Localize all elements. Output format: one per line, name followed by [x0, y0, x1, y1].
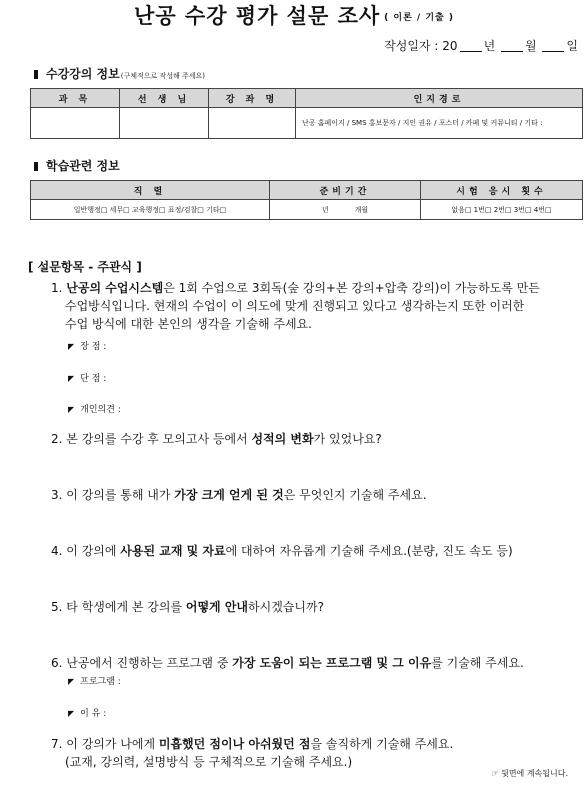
- header-subject: 과 목: [31, 89, 120, 108]
- q1-pros[interactable]: ◤ 장 점 :: [68, 342, 107, 352]
- q1-bold: 난공의 수업시스템: [66, 281, 164, 295]
- q1-cons[interactable]: ◤ 단 점 :: [68, 374, 107, 384]
- section2-heading: 학습관련 정보: [46, 159, 120, 173]
- question-3: 3. 이 강의를 통해 내가 가장 크게 얻게 된 것은 무엇인지 기술해 주세요.: [51, 488, 427, 502]
- question-5: 5. 타 학생에게 본 강의를 어떻게 안내하시겠습니까?: [51, 600, 324, 614]
- recognition-options[interactable]: 난공 홈페이지 / SMS 홍보문자 / 지인 권유 / 포스터 / 카페 및 커뮤니티 / 기타 :: [296, 108, 583, 139]
- title-main: 난공 수강 평가 설문 조사: [134, 4, 381, 28]
- section-course-info: [34, 65, 205, 82]
- question-6: 6. 난공에서 진행하는 프로그램 중 가장 도움이 되는 프로그램 및 그 이유를 기술해 주세요.: [51, 656, 524, 670]
- section-marker-icon: [34, 70, 38, 79]
- triangle-icon: ◤: [68, 677, 75, 686]
- title-type: ( 이론 / 기출 ): [384, 13, 454, 23]
- date-label: 작성일자 :: [384, 39, 439, 53]
- subject-cell[interactable]: [31, 108, 120, 139]
- triangle-icon: ◤: [68, 342, 75, 351]
- triangle-icon: ◤: [68, 374, 75, 383]
- teacher-cell[interactable]: [120, 108, 209, 139]
- q1-line3: 수업 방식에 대한 본인의 생각을 기술해 주세요.: [65, 317, 312, 331]
- section-study-info: [34, 157, 120, 174]
- question-4: 4. 이 강의에 사용된 교재 및 자료에 대하여 자유롭게 기술해 주세요.(분량, 진도 속도 등): [51, 544, 513, 558]
- job-options[interactable]: 일반행정□ 세무□ 교육행정□ 표정/검찰□ 기타□: [31, 200, 270, 220]
- header-recognition: 인지경로: [296, 89, 583, 108]
- header-prep-period: 준비기간: [270, 181, 421, 200]
- q6-reason[interactable]: ◤ 이 유 :: [68, 709, 107, 719]
- study-info-table: [30, 180, 583, 220]
- q1-opinion[interactable]: ◤ 개인의견 :: [68, 405, 121, 415]
- q7-line2: (교재, 강의력, 설명방식 등 구체적으로 기술해 주세요.): [65, 755, 353, 769]
- header-job-type: 직 렬: [31, 181, 270, 200]
- section-marker-icon: [34, 162, 38, 171]
- prep-year-label: 년: [321, 205, 329, 214]
- q1-line1: 은 1회 수업으로 3회독(숲 강의+본 강의+압축 강의)이 가능하도록 만든: [163, 281, 540, 295]
- header-course-name: 강 좌 명: [209, 89, 296, 108]
- continued-note: ☞ 뒷면에 계속됩니다.: [491, 769, 568, 778]
- prep-month-label: 개월: [354, 205, 369, 214]
- q1-line2: 수업방식입니다. 현재의 수업이 이 의도에 맞게 진행되고 있다고 생각하는지 또한 이러한: [65, 299, 525, 313]
- triangle-icon: ◤: [68, 709, 75, 718]
- year-label: 년: [483, 39, 496, 53]
- day-label: 일: [566, 39, 578, 53]
- date-line: [384, 37, 578, 54]
- year-field[interactable]: [460, 39, 482, 52]
- prep-period-cell[interactable]: [270, 200, 421, 220]
- month-label: 월: [524, 39, 537, 53]
- q6-program[interactable]: ◤ 프로그램 :: [68, 677, 121, 687]
- attempt-options[interactable]: 없음□ 1번□ 2번□ 3번□ 4번□: [421, 200, 583, 220]
- course-name-cell[interactable]: [209, 108, 296, 139]
- header-attempts: 시험 응시 횟수: [421, 181, 583, 200]
- day-field[interactable]: [542, 39, 564, 52]
- question-7: 7. 이 강의가 나에게 미흡했던 점이나 아쉬웠던 점을 솔직하게 기술해 주세요. (교재, 강의력, 설명방식 등 구체적으로 기술해 주세요.): [51, 735, 571, 771]
- month-field[interactable]: [501, 39, 523, 52]
- date-prefix: 20: [442, 39, 458, 53]
- question-1: [51, 279, 571, 333]
- survey-heading: [ 설문항목 - 주관식 ]: [28, 260, 142, 274]
- triangle-icon: ◤: [68, 405, 75, 414]
- q1-number: 1.: [51, 281, 63, 295]
- course-info-table: [30, 88, 583, 139]
- page-title: [0, 0, 588, 30]
- header-teacher: 선 생 님: [120, 89, 209, 108]
- question-2: 2. 본 강의를 수강 후 모의고사 등에서 성적의 변화가 있었나요?: [51, 432, 382, 446]
- section1-note: (구체적으로 작성해 주세요): [120, 72, 206, 80]
- section1-heading: 수강강의 정보: [46, 67, 120, 81]
